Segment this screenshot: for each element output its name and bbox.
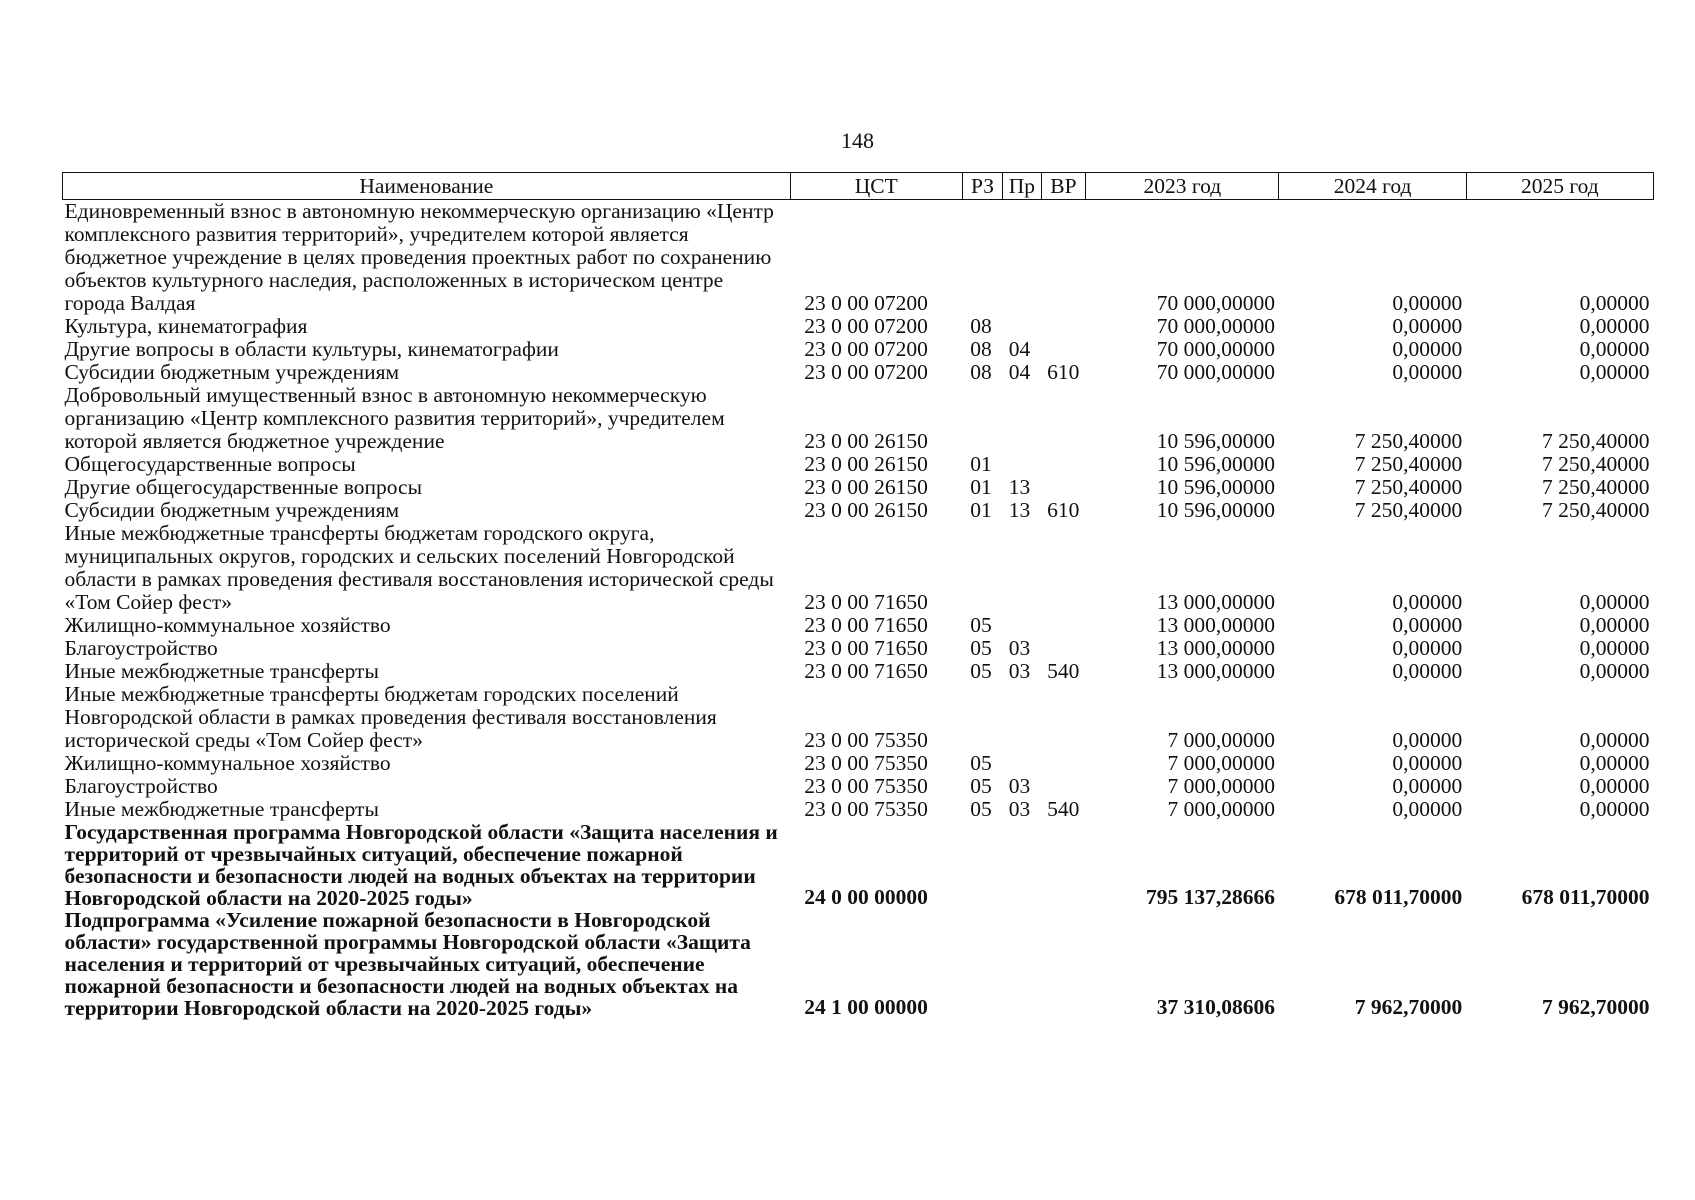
budget-table	[62, 172, 1654, 1019]
row-2023: 70 000,00000	[1156, 314, 1275, 338]
row-pr	[1003, 522, 1041, 614]
row-pr: 03	[1008, 636, 1031, 660]
row-rz: 05	[970, 774, 992, 798]
row-name: Иные межбюджетные трансферты бюджетам городского округа, муниципальных округов, городских и сельских поселений Новгородской области в рамках проведения фестиваля восстановления исторической среды «Том Сойер фест»	[64, 521, 774, 614]
row-rz	[962, 909, 1002, 1019]
row-vr	[1041, 453, 1086, 476]
row-2023: 13 000,00000	[1156, 590, 1275, 614]
row-rz: 05	[970, 659, 992, 683]
row-name: Субсидии бюджетным учреждениям	[64, 498, 400, 522]
row-vr	[1041, 200, 1086, 316]
row-vr	[1041, 821, 1086, 909]
row-pr	[1003, 752, 1041, 775]
row-vr: 610	[1047, 360, 1080, 384]
row-name: Субсидии бюджетным учреждениям	[64, 360, 400, 384]
table-row	[63, 453, 1654, 476]
row-2025: 7 250,40000	[1542, 452, 1650, 476]
row-2023: 13 000,00000	[1156, 613, 1275, 637]
row-pr	[1003, 384, 1041, 453]
row-cst: 23 0 00 75350	[804, 774, 928, 798]
row-cst: 23 0 00 71650	[804, 659, 928, 683]
table-row	[63, 909, 1654, 1019]
header-2025: 2025 год	[1466, 173, 1653, 200]
table-row	[63, 200, 1654, 316]
row-2024: 7 250,40000	[1354, 475, 1463, 499]
table-row	[63, 660, 1654, 683]
row-2024: 7 962,70000	[1354, 995, 1463, 1019]
row-name: Подпрограмма «Усиление пожарной безопасности в Новгородской области» государственной программы Новгородской области «Защита населения и территорий от чрезвычайных ситуаций, обеспечение пожарной безопасности и безопасности людей на водных объектах на территории Новгородской области на 2020-2025 годы»	[64, 908, 751, 1020]
row-rz: 01	[970, 498, 992, 522]
row-2023: 10 596,00000	[1156, 429, 1275, 453]
header-pr: Пр	[1003, 173, 1041, 200]
row-2024: 0,00000	[1392, 774, 1463, 798]
row-2024: 7 250,40000	[1354, 498, 1463, 522]
row-pr: 04	[1008, 360, 1031, 384]
row-name: Иные межбюджетные трансферты	[64, 659, 379, 683]
header-name: Наименование	[63, 173, 791, 200]
row-2025: 0,00000	[1579, 636, 1650, 660]
row-name: Иные межбюджетные трансферты бюджетам городских поселений Новгородской области в рамках проведения фестиваля восстановления исторической среды «Том Сойер фест»	[64, 682, 717, 752]
row-vr	[1041, 384, 1086, 453]
row-2025: 0,00000	[1579, 360, 1650, 384]
row-cst: 23 0 00 71650	[804, 590, 928, 614]
row-name: Государственная программа Новгородской области «Защита населения и территорий от чрезвычайных ситуаций, обеспечение пожарной безопасности и безопасности людей на водных объектах на территории Новгородской области на 2020-2025 годы»	[64, 820, 778, 910]
row-name: Жилищно-коммунальное хозяйство	[64, 613, 391, 637]
row-2023: 13 000,00000	[1156, 659, 1275, 683]
row-vr	[1041, 614, 1086, 637]
row-pr: 04	[1008, 337, 1031, 361]
row-cst: 23 0 00 07200	[804, 337, 928, 361]
row-vr	[1041, 476, 1086, 499]
header-2023: 2023 год	[1086, 173, 1279, 200]
row-2023: 795 137,28666	[1145, 885, 1275, 909]
row-vr	[1041, 752, 1086, 775]
table-row	[63, 637, 1654, 660]
row-rz	[962, 683, 1002, 752]
row-2023: 70 000,00000	[1156, 291, 1275, 315]
row-name: Жилищно-коммунальное хозяйство	[64, 751, 391, 775]
row-2024: 0,00000	[1392, 291, 1463, 315]
table-row	[63, 798, 1654, 821]
row-2023: 10 596,00000	[1156, 475, 1275, 499]
row-2023: 13 000,00000	[1156, 636, 1275, 660]
row-vr	[1041, 315, 1086, 338]
row-2025: 0,00000	[1579, 590, 1650, 614]
row-2023: 7 000,00000	[1167, 728, 1275, 752]
row-rz: 08	[970, 314, 992, 338]
row-2025: 0,00000	[1579, 728, 1650, 752]
row-2024: 0,00000	[1392, 636, 1463, 660]
row-2025: 7 250,40000	[1542, 429, 1650, 453]
row-2024: 7 250,40000	[1354, 429, 1463, 453]
table-row	[63, 499, 1654, 522]
row-pr: 03	[1008, 659, 1031, 683]
row-rz: 01	[970, 452, 992, 476]
row-pr	[1003, 453, 1041, 476]
row-name: Культура, кинематография	[64, 314, 308, 338]
table-body	[63, 200, 1654, 1020]
row-vr	[1041, 683, 1086, 752]
row-2025: 7 250,40000	[1542, 498, 1650, 522]
row-cst: 23 0 00 26150	[804, 498, 928, 522]
page-number: 148	[841, 128, 874, 153]
row-vr	[1041, 909, 1086, 1019]
table-row	[63, 752, 1654, 775]
row-vr	[1041, 775, 1086, 798]
header-2024: 2024 год	[1279, 173, 1466, 200]
row-2024: 0,00000	[1392, 613, 1463, 637]
row-pr	[1003, 683, 1041, 752]
row-2023: 70 000,00000	[1156, 337, 1275, 361]
row-pr	[1003, 909, 1041, 1019]
row-name: Благоустройство	[64, 636, 218, 660]
row-2025: 0,00000	[1579, 291, 1650, 315]
row-2025: 0,00000	[1579, 751, 1650, 775]
row-2024: 0,00000	[1392, 590, 1463, 614]
row-2025: 7 250,40000	[1542, 475, 1650, 499]
row-name: Добровольный имущественный взнос в автономную некоммерческую организацию «Центр комплексного развития территорий», учредителем которой является бюджетное учреждение	[64, 383, 725, 453]
row-name: Другие вопросы в области культуры, кинематографии	[64, 337, 559, 361]
table-row	[63, 775, 1654, 798]
row-2023: 7 000,00000	[1167, 751, 1275, 775]
row-rz	[962, 384, 1002, 453]
row-rz: 08	[970, 337, 992, 361]
row-cst: 23 0 00 75350	[804, 797, 928, 821]
row-pr: 03	[1008, 797, 1031, 821]
table-row	[63, 315, 1654, 338]
row-rz: 05	[970, 636, 992, 660]
row-rz: 05	[970, 751, 992, 775]
row-rz	[962, 200, 1002, 316]
row-2025: 0,00000	[1579, 337, 1650, 361]
table-row	[63, 522, 1654, 614]
row-vr: 540	[1047, 797, 1080, 821]
table-row	[63, 338, 1654, 361]
table-row	[63, 683, 1654, 752]
row-cst: 23 0 00 26150	[804, 429, 928, 453]
row-name: Иные межбюджетные трансферты	[64, 797, 379, 821]
row-cst: 23 0 00 07200	[804, 360, 928, 384]
row-2025: 0,00000	[1579, 613, 1650, 637]
row-2024: 0,00000	[1392, 360, 1463, 384]
row-2025: 0,00000	[1579, 659, 1650, 683]
row-vr	[1041, 522, 1086, 614]
row-2024: 7 250,40000	[1354, 452, 1463, 476]
row-pr: 13	[1008, 498, 1031, 522]
table-row	[63, 384, 1654, 453]
row-cst: 23 0 00 75350	[804, 751, 928, 775]
header-rz: РЗ	[962, 173, 1002, 200]
row-name: Благоустройство	[64, 774, 218, 798]
row-vr	[1041, 338, 1086, 361]
row-2023: 70 000,00000	[1156, 360, 1275, 384]
row-rz: 01	[970, 475, 992, 499]
header-vr: ВР	[1041, 173, 1086, 200]
row-2024: 0,00000	[1392, 728, 1463, 752]
table-header	[63, 173, 1654, 200]
row-vr	[1041, 637, 1086, 660]
row-cst: 23 0 00 07200	[804, 314, 928, 338]
row-2024: 678 011,70000	[1334, 885, 1463, 909]
row-rz	[962, 522, 1002, 614]
row-cst: 24 1 00 00000	[804, 995, 928, 1019]
table-row	[63, 614, 1654, 637]
row-pr: 13	[1008, 475, 1031, 499]
row-rz	[962, 821, 1002, 909]
row-rz: 08	[970, 360, 992, 384]
row-pr	[1003, 315, 1041, 338]
row-name: Другие общегосударственные вопросы	[64, 475, 423, 499]
row-name: Общегосударственные вопросы	[64, 452, 356, 476]
row-vr: 540	[1047, 659, 1080, 683]
row-pr	[1003, 200, 1041, 316]
row-vr: 610	[1047, 498, 1080, 522]
row-2025: 7 962,70000	[1542, 995, 1650, 1019]
row-rz: 05	[970, 613, 992, 637]
row-2024: 0,00000	[1392, 797, 1463, 821]
row-rz: 05	[970, 797, 992, 821]
row-name: Единовременный взнос в автономную некоммерческую организацию «Центр комплексного развития территорий», учредителем которой является бюджетное учреждение в целях проведения проектных работ по сохранению объектов культурного наследия, расположенных в историческом центре города Валдая	[64, 199, 774, 315]
table-row	[63, 361, 1654, 384]
row-2023: 7 000,00000	[1167, 797, 1275, 821]
row-2023: 37 310,08606	[1156, 995, 1275, 1019]
row-cst: 23 0 00 07200	[804, 291, 928, 315]
row-2023: 10 596,00000	[1156, 498, 1275, 522]
row-pr	[1003, 614, 1041, 637]
row-cst: 23 0 00 26150	[804, 475, 928, 499]
row-2025: 0,00000	[1579, 797, 1650, 821]
row-2025: 0,00000	[1579, 314, 1650, 338]
row-cst: 23 0 00 75350	[804, 728, 928, 752]
row-cst: 24 0 00 00000	[804, 885, 928, 909]
table-row	[63, 821, 1654, 909]
row-cst: 23 0 00 26150	[804, 452, 928, 476]
row-2024: 0,00000	[1392, 337, 1463, 361]
row-2024: 0,00000	[1392, 751, 1463, 775]
row-pr	[1003, 821, 1041, 909]
header-cst: ЦСТ	[790, 173, 962, 200]
row-2024: 0,00000	[1392, 314, 1463, 338]
row-pr: 03	[1008, 774, 1031, 798]
row-2025: 0,00000	[1579, 774, 1650, 798]
row-cst: 23 0 00 71650	[804, 613, 928, 637]
row-2025: 678 011,70000	[1521, 885, 1650, 909]
row-2023: 10 596,00000	[1156, 452, 1275, 476]
table-row	[63, 476, 1654, 499]
row-2024: 0,00000	[1392, 659, 1463, 683]
row-2023: 7 000,00000	[1167, 774, 1275, 798]
row-cst: 23 0 00 71650	[804, 636, 928, 660]
